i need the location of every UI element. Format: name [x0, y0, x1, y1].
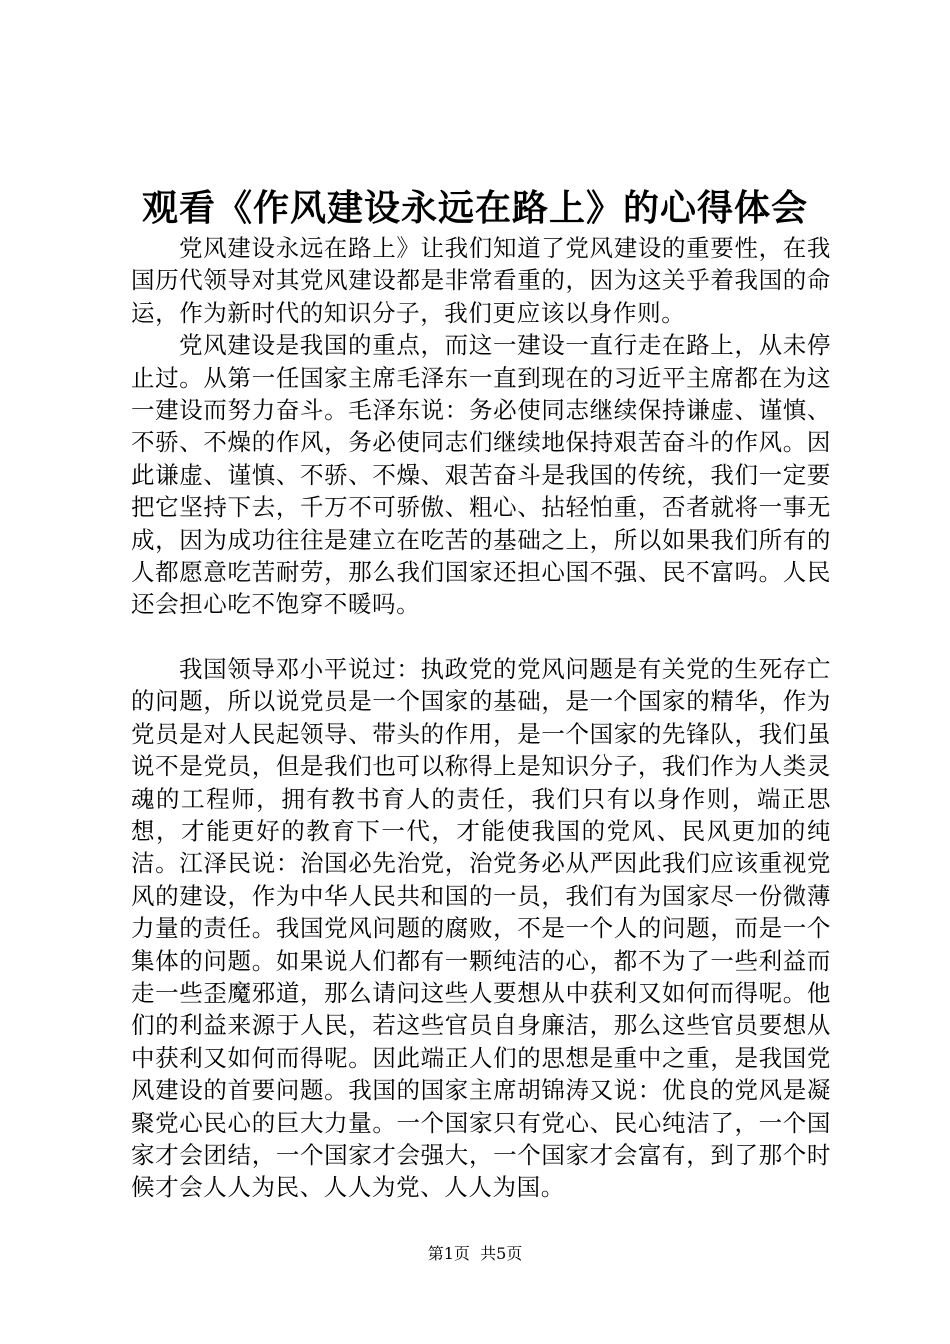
paragraph-2: 党风建设是我国的重点，而这一建设一直行走在路上，从未停止过。从第一任国家主席毛泽东一直到现在的习近平主席都在为这一建设而努力奋斗。毛泽东说：务必使同志继续保持谦虚、谨慎、不骄、不燥的作风，务必使同志们继续地保持艰苦奋斗的作风。因此谦虚、谨慎、不骄、不燥、艰苦奋斗是我国的传统，我们一定要把它坚持下去，千万不可骄傲、粗心、拈轻怕重，否者就将一事无成，因为成功往往是建立在吃苦的基础之上，所以如果我们所有的人都愿意吃苦耐劳，那么我们国家还担心国不强、民不富吗。人民还会担心吃不饱穿不暖吗。 — [131, 331, 831, 619]
footer-separator — [470, 1244, 480, 1263]
paragraph-1: 党风建设永远在路上》让我们知道了党风建设的重要性，在我国历代领导对其党风建设都是非常看重的，因为这关乎着我国的命运，作为新时代的知识分子，我们更应该以身作则。 — [131, 234, 831, 327]
document-title: 观看《作风建设永远在路上》的心得体会 — [141, 187, 808, 229]
document-body — [131, 232, 831, 1204]
paragraph-spacer — [131, 621, 831, 653]
page-footer — [0, 1244, 950, 1264]
paragraph-3: 我国领导邓小平说过：执政党的党风问题是有关党的生死存亡的问题，所以说党员是一个国家的基础，是一个国家的精华，作为党员是对人民起领导、带头的作用，是一个国家的先锋队，我们虽说不是党员，但是我们也可以称得上是知识分子，我们作为人类灵魂的工程师，拥有教书育人的责任，我们只有以身作则，端正思想，才能更好的教育下一代，才能使我国的党风、民风更加的纯洁。江泽民说：治国必先治党，治党务必从严因此我们应该重视党风的建设，作为中华人民共和国的一员，我们有为国家尽一份微薄力量的责任。我国党风问题的腐败，不是一个人的问题，而是一个集体的问题。如果说人们都有一颗纯洁的心，都不为了一些利益而走一些歪魔邪道，那么请问这些人要想从中获利又如何而得呢。他们的利益来源于人民，若这些官员自身廉洁，那么这些官员要想从中获利又如何而得呢。因此端正人们的思想是重中之重，是我国党风建设的首要问题。我国的国家主席胡锦涛又说：优良的党风是凝聚党心民心的巨大力量。一个国家只有党心、民心纯洁了，一个国家才会团结，一个国家才会强大，一个国家才会富有，到了那个时候才会人人为民、人人为党、人人为国。 — [131, 654, 831, 1202]
page-total: 共5页 — [480, 1244, 523, 1263]
page-number: 第1页 — [427, 1244, 470, 1263]
